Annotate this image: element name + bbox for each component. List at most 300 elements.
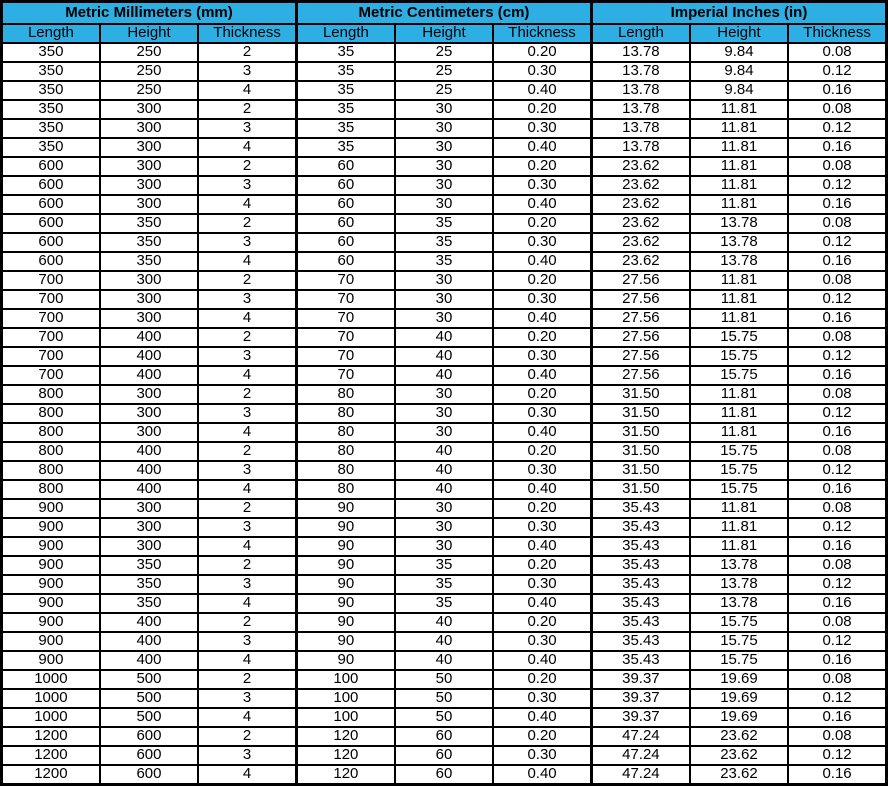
cell: 800	[2, 442, 100, 461]
group-header-metric-cm: Metric Centimeters (cm)	[296, 2, 591, 25]
table-row	[2, 575, 887, 594]
cell: 13.78	[591, 81, 689, 100]
cell: 600	[2, 157, 100, 176]
cell: 300	[100, 290, 198, 309]
cell: 35	[395, 594, 493, 613]
cell: 11.81	[690, 518, 788, 537]
cell: 70	[296, 328, 394, 347]
table-row	[2, 195, 887, 214]
cell: 900	[2, 594, 100, 613]
cell: 19.69	[690, 708, 788, 727]
table-row	[2, 271, 887, 290]
cell: 0.12	[788, 689, 886, 708]
cell: 300	[100, 385, 198, 404]
table-row	[2, 537, 887, 556]
cell: 0.08	[788, 385, 886, 404]
cell: 35.43	[591, 499, 689, 518]
cell: 0.16	[788, 423, 886, 442]
table-row	[2, 347, 887, 366]
cell: 2	[198, 214, 296, 233]
cell: 13.78	[690, 594, 788, 613]
cell: 600	[2, 252, 100, 271]
cell: 35	[395, 556, 493, 575]
cell: 1200	[2, 765, 100, 785]
cell: 2	[198, 100, 296, 119]
column-header-mm-height: Height	[100, 24, 198, 43]
cell: 400	[100, 442, 198, 461]
cell: 40	[395, 328, 493, 347]
cell: 47.24	[591, 727, 689, 746]
table-row	[2, 423, 887, 442]
cell: 11.81	[690, 309, 788, 328]
cell: 300	[100, 518, 198, 537]
cell: 70	[296, 347, 394, 366]
cell: 13.78	[690, 252, 788, 271]
cell: 0.30	[493, 746, 591, 765]
cell: 2	[198, 271, 296, 290]
cell: 15.75	[690, 347, 788, 366]
cell: 0.08	[788, 670, 886, 689]
cell: 15.75	[690, 613, 788, 632]
cell: 60	[296, 157, 394, 176]
cell: 0.40	[493, 708, 591, 727]
cell: 0.30	[493, 404, 591, 423]
cell: 800	[2, 385, 100, 404]
cell: 0.40	[493, 81, 591, 100]
cell: 0.40	[493, 651, 591, 670]
cell: 700	[2, 309, 100, 328]
cell: 0.16	[788, 81, 886, 100]
cell: 900	[2, 537, 100, 556]
cell: 3	[198, 746, 296, 765]
cell: 600	[100, 746, 198, 765]
cell: 3	[198, 347, 296, 366]
cell: 23.62	[690, 727, 788, 746]
cell: 15.75	[690, 480, 788, 499]
cell: 31.50	[591, 423, 689, 442]
cell: 2	[198, 385, 296, 404]
cell: 0.20	[493, 499, 591, 518]
cell: 15.75	[690, 442, 788, 461]
cell: 23.62	[591, 176, 689, 195]
table-row	[2, 670, 887, 689]
cell: 11.81	[690, 195, 788, 214]
cell: 90	[296, 537, 394, 556]
cell: 2	[198, 442, 296, 461]
cell: 30	[395, 119, 493, 138]
cell: 0.12	[788, 290, 886, 309]
table-row	[2, 613, 887, 632]
cell: 11.81	[690, 176, 788, 195]
cell: 0.20	[493, 385, 591, 404]
cell: 80	[296, 404, 394, 423]
cell: 0.16	[788, 480, 886, 499]
table-row	[2, 252, 887, 271]
table-row	[2, 499, 887, 518]
cell: 0.20	[493, 442, 591, 461]
cell: 0.12	[788, 62, 886, 81]
cell: 19.69	[690, 670, 788, 689]
cell: 0.08	[788, 214, 886, 233]
cell: 700	[2, 290, 100, 309]
cell: 40	[395, 613, 493, 632]
cell: 13.78	[591, 62, 689, 81]
cell: 800	[2, 461, 100, 480]
cell: 100	[296, 708, 394, 727]
cell: 40	[395, 651, 493, 670]
cell: 4	[198, 480, 296, 499]
cell: 3	[198, 575, 296, 594]
cell: 9.84	[690, 43, 788, 62]
cell: 600	[100, 765, 198, 785]
cell: 0.40	[493, 195, 591, 214]
cell: 300	[100, 499, 198, 518]
cell: 70	[296, 366, 394, 385]
cell: 4	[198, 651, 296, 670]
cell: 39.37	[591, 689, 689, 708]
cell: 4	[198, 594, 296, 613]
cell: 9.84	[690, 81, 788, 100]
table-row	[2, 461, 887, 480]
cell: 80	[296, 480, 394, 499]
cell: 30	[395, 195, 493, 214]
cell: 0.20	[493, 727, 591, 746]
cell: 23.62	[591, 252, 689, 271]
cell: 60	[296, 195, 394, 214]
cell: 0.30	[493, 176, 591, 195]
cell: 60	[296, 252, 394, 271]
cell: 0.08	[788, 556, 886, 575]
cell: 90	[296, 651, 394, 670]
cell: 2	[198, 727, 296, 746]
cell: 0.30	[493, 119, 591, 138]
cell: 0.08	[788, 727, 886, 746]
cell: 300	[100, 176, 198, 195]
table-row	[2, 62, 887, 81]
cell: 100	[296, 689, 394, 708]
cell: 30	[395, 537, 493, 556]
cell: 0.08	[788, 328, 886, 347]
cell: 0.30	[493, 233, 591, 252]
cell: 350	[100, 252, 198, 271]
cell: 23.62	[690, 746, 788, 765]
cell: 0.20	[493, 670, 591, 689]
cell: 90	[296, 518, 394, 537]
cell: 31.50	[591, 385, 689, 404]
cell: 2	[198, 556, 296, 575]
table-row	[2, 404, 887, 423]
cell: 31.50	[591, 480, 689, 499]
cell: 80	[296, 423, 394, 442]
group-header-row	[2, 2, 887, 25]
column-header-row	[2, 24, 887, 43]
cell: 4	[198, 195, 296, 214]
cell: 11.81	[690, 423, 788, 442]
cell: 39.37	[591, 670, 689, 689]
cell: 2	[198, 328, 296, 347]
cell: 0.40	[493, 480, 591, 499]
cell: 40	[395, 632, 493, 651]
cell: 25	[395, 43, 493, 62]
cell: 350	[100, 233, 198, 252]
cell: 350	[100, 556, 198, 575]
cell: 700	[2, 328, 100, 347]
cell: 35	[296, 62, 394, 81]
cell: 300	[100, 138, 198, 157]
cell: 0.16	[788, 309, 886, 328]
table-row	[2, 328, 887, 347]
table-row	[2, 708, 887, 727]
cell: 90	[296, 613, 394, 632]
cell: 35.43	[591, 556, 689, 575]
cell: 0.20	[493, 613, 591, 632]
cell: 400	[100, 366, 198, 385]
cell: 800	[2, 423, 100, 442]
cell: 0.40	[493, 765, 591, 785]
cell: 0.30	[493, 347, 591, 366]
cell: 15.75	[690, 328, 788, 347]
cell: 2	[198, 43, 296, 62]
cell: 50	[395, 708, 493, 727]
cell: 40	[395, 480, 493, 499]
cell: 35	[395, 233, 493, 252]
cell: 0.30	[493, 575, 591, 594]
column-header-in-length: Length	[591, 24, 689, 43]
cell: 900	[2, 556, 100, 575]
cell: 0.12	[788, 404, 886, 423]
cell: 11.81	[690, 271, 788, 290]
cell: 11.81	[690, 157, 788, 176]
cell: 60	[296, 214, 394, 233]
cell: 90	[296, 632, 394, 651]
cell: 11.81	[690, 138, 788, 157]
table-row	[2, 81, 887, 100]
cell: 250	[100, 81, 198, 100]
cell: 0.30	[493, 632, 591, 651]
cell: 70	[296, 290, 394, 309]
cell: 0.12	[788, 746, 886, 765]
cell: 3	[198, 518, 296, 537]
cell: 500	[100, 670, 198, 689]
cell: 35	[296, 43, 394, 62]
cell: 60	[296, 233, 394, 252]
cell: 40	[395, 442, 493, 461]
cell: 0.40	[493, 309, 591, 328]
table-row	[2, 442, 887, 461]
cell: 15.75	[690, 632, 788, 651]
cell: 15.75	[690, 461, 788, 480]
cell: 0.16	[788, 594, 886, 613]
cell: 4	[198, 81, 296, 100]
cell: 0.40	[493, 366, 591, 385]
cell: 35	[296, 119, 394, 138]
cell: 350	[2, 100, 100, 119]
cell: 47.24	[591, 746, 689, 765]
cell: 13.78	[690, 575, 788, 594]
cell: 0.08	[788, 613, 886, 632]
cell: 0.40	[493, 537, 591, 556]
cell: 11.81	[690, 537, 788, 556]
cell: 0.08	[788, 157, 886, 176]
cell: 39.37	[591, 708, 689, 727]
cell: 3	[198, 404, 296, 423]
cell: 90	[296, 556, 394, 575]
cell: 350	[2, 81, 100, 100]
cell: 25	[395, 81, 493, 100]
cell: 500	[100, 689, 198, 708]
cell: 0.30	[493, 290, 591, 309]
cell: 350	[2, 43, 100, 62]
cell: 31.50	[591, 442, 689, 461]
cell: 15.75	[690, 366, 788, 385]
cell: 25	[395, 62, 493, 81]
column-header-in-thickness: Thickness	[788, 24, 886, 43]
cell: 350	[2, 138, 100, 157]
cell: 27.56	[591, 309, 689, 328]
cell: 30	[395, 423, 493, 442]
cell: 300	[100, 537, 198, 556]
group-header-imperial-in: Imperial Inches (in)	[591, 2, 886, 25]
table-row	[2, 214, 887, 233]
cell: 60	[296, 176, 394, 195]
cell: 30	[395, 404, 493, 423]
cell: 0.08	[788, 43, 886, 62]
cell: 700	[2, 347, 100, 366]
cell: 60	[395, 727, 493, 746]
cell: 4	[198, 252, 296, 271]
cell: 2	[198, 613, 296, 632]
cell: 50	[395, 670, 493, 689]
cell: 0.12	[788, 119, 886, 138]
cell: 90	[296, 499, 394, 518]
table-row	[2, 290, 887, 309]
cell: 800	[2, 404, 100, 423]
table-row	[2, 632, 887, 651]
cell: 30	[395, 309, 493, 328]
table-row	[2, 651, 887, 670]
cell: 600	[100, 727, 198, 746]
cell: 0.16	[788, 366, 886, 385]
cell: 35.43	[591, 594, 689, 613]
cell: 0.40	[493, 423, 591, 442]
cell: 11.81	[690, 404, 788, 423]
cell: 900	[2, 613, 100, 632]
cell: 120	[296, 765, 394, 785]
cell: 250	[100, 62, 198, 81]
cell: 40	[395, 366, 493, 385]
column-header-in-height: Height	[690, 24, 788, 43]
cell: 0.20	[493, 271, 591, 290]
cell: 35.43	[591, 613, 689, 632]
cell: 0.40	[493, 252, 591, 271]
cell: 40	[395, 461, 493, 480]
cell: 60	[395, 765, 493, 785]
table-row	[2, 385, 887, 404]
cell: 0.12	[788, 176, 886, 195]
cell: 300	[100, 271, 198, 290]
cell: 9.84	[690, 62, 788, 81]
cell: 400	[100, 632, 198, 651]
column-header-mm-length: Length	[2, 24, 100, 43]
cell: 35	[296, 100, 394, 119]
cell: 400	[100, 613, 198, 632]
cell: 60	[395, 746, 493, 765]
cell: 27.56	[591, 366, 689, 385]
group-header-metric-mm: Metric Millimeters (mm)	[2, 2, 297, 25]
cell: 0.12	[788, 461, 886, 480]
cell: 3	[198, 632, 296, 651]
cell: 900	[2, 575, 100, 594]
cell: 0.20	[493, 214, 591, 233]
cell: 11.81	[690, 100, 788, 119]
cell: 27.56	[591, 347, 689, 366]
cell: 3	[198, 290, 296, 309]
cell: 13.78	[690, 233, 788, 252]
cell: 400	[100, 347, 198, 366]
cell: 70	[296, 309, 394, 328]
cell: 100	[296, 670, 394, 689]
table-row	[2, 594, 887, 613]
cell: 900	[2, 632, 100, 651]
cell: 13.78	[690, 556, 788, 575]
cell: 600	[2, 233, 100, 252]
cell: 30	[395, 385, 493, 404]
cell: 3	[198, 233, 296, 252]
cell: 3	[198, 62, 296, 81]
table-row	[2, 119, 887, 138]
cell: 0.20	[493, 43, 591, 62]
cell: 80	[296, 461, 394, 480]
table-row	[2, 765, 887, 785]
cell: 600	[2, 195, 100, 214]
cell: 35.43	[591, 575, 689, 594]
cell: 50	[395, 689, 493, 708]
column-header-cm-thickness: Thickness	[493, 24, 591, 43]
cell: 35	[296, 81, 394, 100]
cell: 1200	[2, 746, 100, 765]
cell: 350	[2, 119, 100, 138]
cell: 0.30	[493, 689, 591, 708]
cell: 400	[100, 480, 198, 499]
cell: 11.81	[690, 385, 788, 404]
cell: 70	[296, 271, 394, 290]
cell: 80	[296, 385, 394, 404]
cell: 350	[100, 214, 198, 233]
cell: 900	[2, 499, 100, 518]
cell: 0.30	[493, 518, 591, 537]
cell: 0.08	[788, 100, 886, 119]
cell: 35.43	[591, 651, 689, 670]
cell: 600	[2, 214, 100, 233]
cell: 700	[2, 271, 100, 290]
cell: 19.69	[690, 689, 788, 708]
cell: 700	[2, 366, 100, 385]
cell: 27.56	[591, 290, 689, 309]
cell: 1000	[2, 708, 100, 727]
cell: 0.16	[788, 765, 886, 785]
cell: 0.12	[788, 632, 886, 651]
cell: 3	[198, 119, 296, 138]
cell: 2	[198, 499, 296, 518]
cell: 350	[100, 575, 198, 594]
cell: 0.20	[493, 328, 591, 347]
column-header-mm-thickness: Thickness	[198, 24, 296, 43]
cell: 3	[198, 176, 296, 195]
cell: 30	[395, 138, 493, 157]
cell: 31.50	[591, 461, 689, 480]
table-row	[2, 746, 887, 765]
cell: 30	[395, 271, 493, 290]
